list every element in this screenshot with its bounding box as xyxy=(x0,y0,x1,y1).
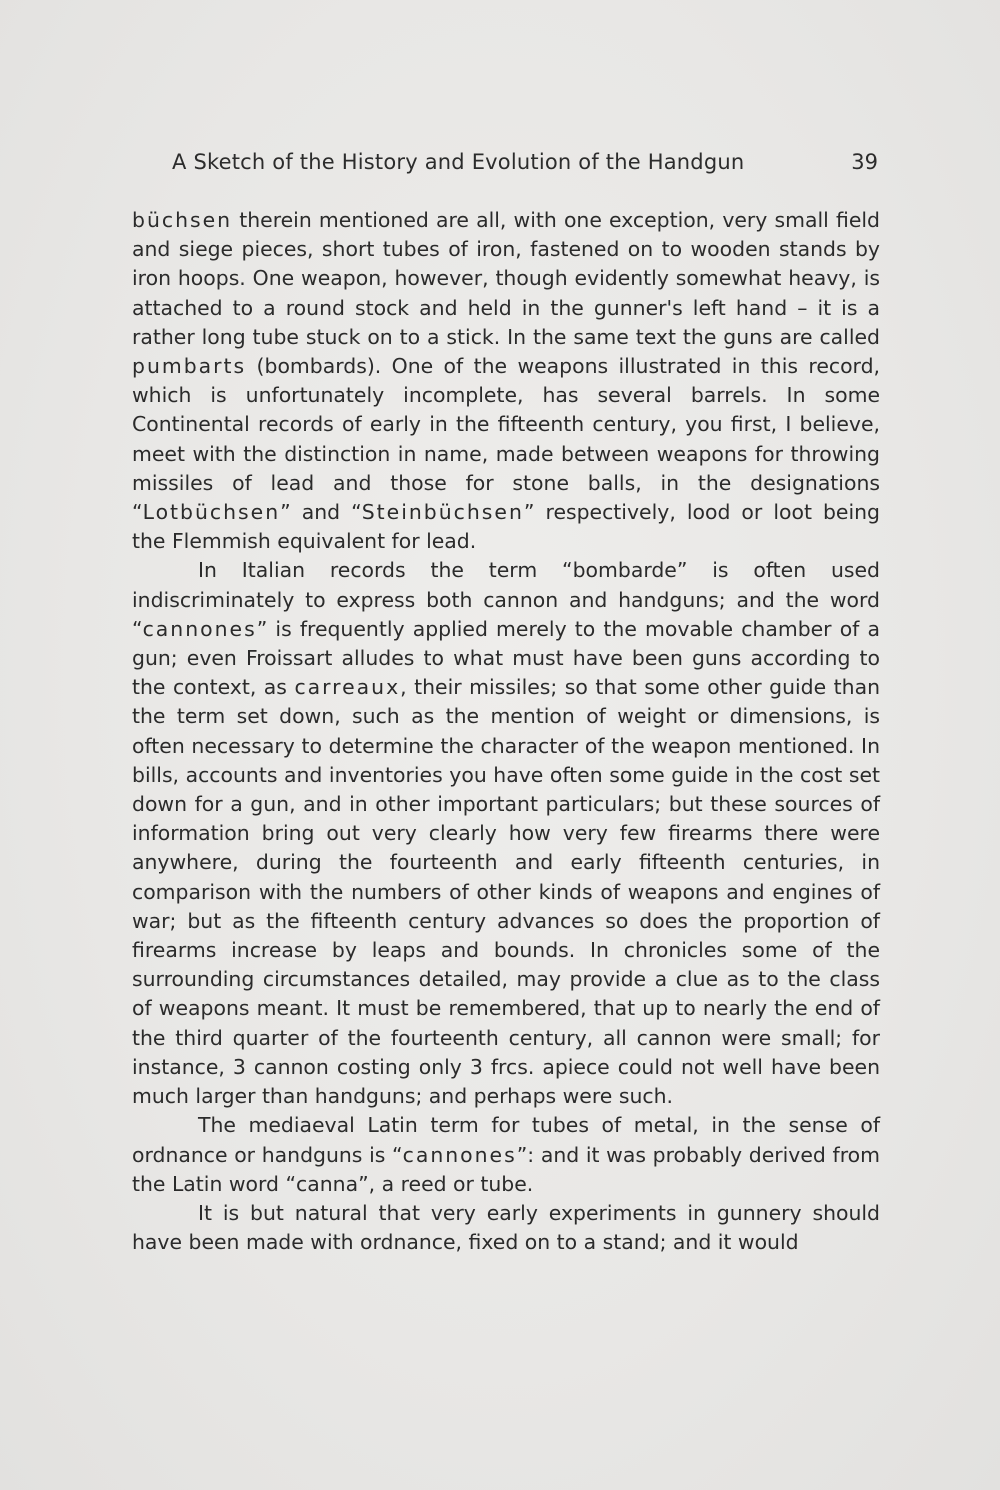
paragraph xyxy=(132,206,880,556)
text-run: ” and “ xyxy=(280,500,362,525)
text-run: (bombards). One of the weapons illustrated in this record, which is unfortunately incomplete, has several barrels. In some Continental records of early in the fifteenth century, you first, I believe, meet with the distinction in name, made between weapons for throwing missiles of lead and those for stone balls, in the designations “ xyxy=(132,354,880,525)
emphasized-term: pumbarts xyxy=(132,354,247,379)
running-title: A Sketch of the History and Evolution of the Handgun xyxy=(172,150,745,174)
text-run: It is but natural that very early experiments in gunnery should have been made with ordnance, fixed on to a stand; and it would xyxy=(132,1200,880,1255)
emphasized-term: carreaux xyxy=(294,675,401,700)
text-run: therein mentioned are all, with one exception, very small field and siege pieces, short tubes of iron, fastened on to wooden stands by iron hoops. One weapon, however, though evidently somewhat heavy, is attached to a round stock and held in the gunner's left hand – it is a rather long tube stuck on to a stick. In the same text the guns are called xyxy=(132,208,880,349)
text-run: ” is frequently applied merely to the movable chamber of a gun; even Froissart alludes to what must have been guns according to the context, as xyxy=(132,616,880,700)
emphasized-term: Lotbüchsen xyxy=(142,500,281,525)
page-number: 39 xyxy=(851,150,878,174)
emphasized-term: büchsen xyxy=(132,208,233,232)
body-text xyxy=(132,206,880,1257)
paragraph xyxy=(132,1111,880,1199)
paragraph xyxy=(132,556,880,1111)
text-run: ” respectively, lood or loot being the Flemmish equivalent for lead. xyxy=(132,500,881,554)
text-run: In Italian records the term “bombarde” is often used indiscriminately to express both cannon and handguns; and the word “ xyxy=(132,558,880,641)
running-header xyxy=(172,150,878,180)
emphasized-term: cannones xyxy=(142,616,257,641)
paragraph xyxy=(132,1199,880,1257)
text-run: , their missiles; so that some other guide than the term set down, such as the mention of weight or dimensions, is often necessary to determine the character of the weapon mentioned. In bills, accounts and inventories you have often some guide in the cost set down for a gun, and in other important particulars; but these sources of information bring out very clearly how very few firearms there were anywhere, during the fourteenth and early fifteenth centuries, in comparison with the numbers of other kinds of weapons and engines of war; but as the fifteenth century advances so does the proportion of firearms increase by leaps and bounds. In chronicles some of the surrounding circumstances detailed, may provide a clue as to the class of weapons meant. It must be remembered, that up to nearly the end of the third quarter of the fourteenth century, all cannon were small; for instance, 3 cannon costing only 3 frcs. apiece could not well have been much larger than handguns; and perhaps were such. xyxy=(132,675,880,1109)
text-run: The mediaeval Latin term for tubes of metal, in the sense of ordnance or handguns is “ xyxy=(132,1113,880,1167)
emphasized-term: Steinbüchsen xyxy=(361,500,524,525)
text-run: ”: and it was probably derived from the Latin word “canna”, a reed or tube. xyxy=(132,1142,880,1196)
emphasized-term: cannones xyxy=(402,1142,517,1167)
